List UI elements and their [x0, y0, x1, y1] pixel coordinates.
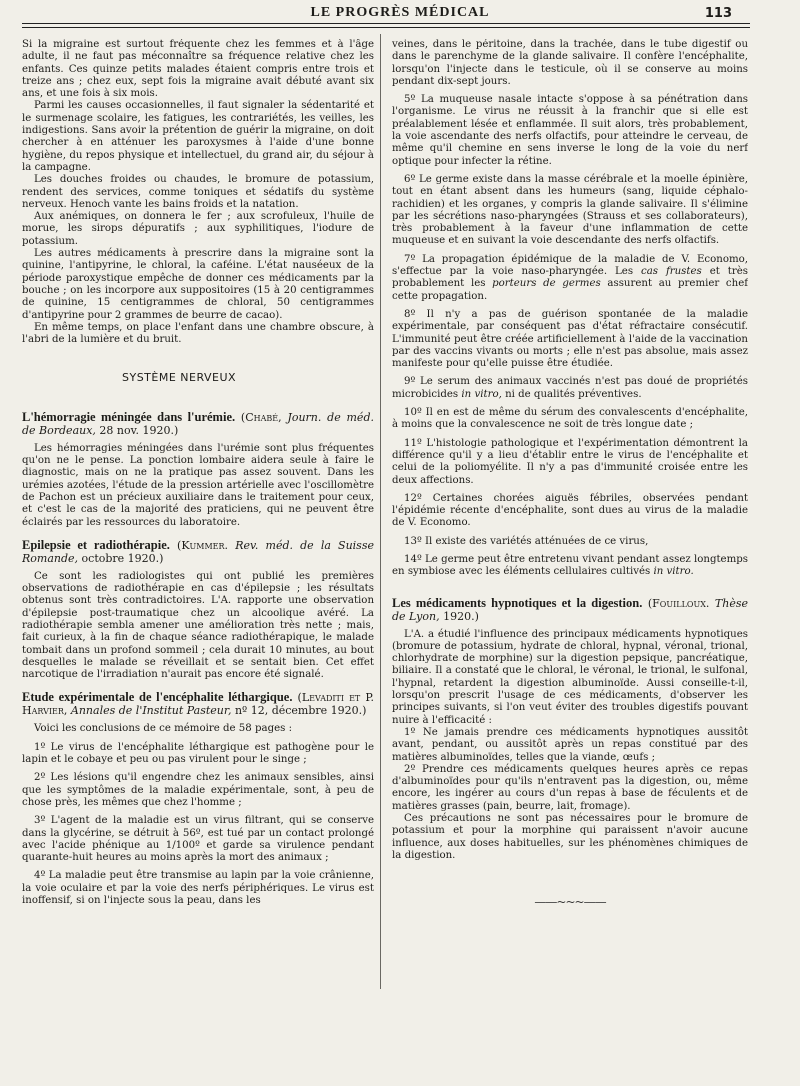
page-number: 113: [704, 6, 732, 21]
text-run: 9º Le serum des animaux vaccinés n'est pas doué de propriétés microbicides: [392, 376, 748, 400]
italic-run: cas frustes: [641, 266, 702, 278]
article-heading: L'hémorragie méningée dans l'urémie. (Chabé, Journ. de méd. de Bordeaux, 28 nov. 1920.): [22, 409, 374, 437]
column-divider: [380, 34, 381, 989]
conclusion-item: veines, dans le péritoine, dans la trachée, dans le tube digestif ou dans le parenchyme de la glande salivaire. Il confère l'encéphalite, lorsqu'on l'injecte dans le testicule, où il se conserve au moins pendant dix-sept jours.: [392, 39, 748, 87]
italic-run: in vitro.: [653, 566, 694, 578]
italic-run: in vitro,: [461, 388, 502, 400]
conclusion-item: [392, 376, 748, 401]
paragraph: Ce sont les radiologistes qui ont publié les premières observations de radiothérapie en cas d'épilepsie ; les résultats obtenus sont très contradictoires. L'A. rapporte une observation d'épilepsie post-traumatique chez un alcoolique avéré. La radiothérapie sembla amener une amélioration très nette ; mais, fait curieux, à la fin de chaque séance radiothérapique, le malade tombait dans un profond sommeil ; cela durait 10 minutes, au bout desquelles le malade se réveillait et se sentait bien. Cet effet narcotique de l'irradiation n'aurait pas encore été signalé.: [22, 570, 374, 681]
conclusion-item: 1º Le virus de l'encéphalite léthargique est pathogène pour le lapin et le cobaye et peu ou pas virulent pour le singe ;: [22, 741, 374, 766]
text-run: 7º La propagation épidémique de la maladie de V. Economo, s'effectue par la voie naso-pharyngée. Les: [392, 253, 748, 278]
article-source: Annales de l'Institut Pasteur,: [70, 704, 232, 718]
paragraph: Ces précautions ne sont pas nécessaires pour le bromure de potassium et pour la morphine qui paraissent n'avoir aucune influence, aux doses habituelles, sur les phénomènes chimiques de la digestion.: [392, 813, 748, 861]
conclusion-item: 11º L'histologie pathologique et l'expérimentation démontrent la différence qu'il y a lieu d'établir entre le virus de l'encéphalite et celui de la poliomyélite. Il n'y a pas d'immunité croisée entre les deux affections.: [392, 437, 748, 486]
journal-title: LE PROGRÈS MÉDICAL: [310, 5, 490, 20]
paragraph: Parmi les causes occasionnelles, il faut signaler la sédentarité et le surmenage scolaire, les fatigues, les contrariétés, les veilles, les indigestions. Sans avoir la prétention de guérir la migraine, on doit chercher à en atténuer les paroxysmes à l'aide d'une bonne hygiène, du repos physique et intellectuel, du grand air, du séjour à la campagne.: [22, 100, 374, 173]
header-rule: [22, 23, 750, 24]
conclusion-item: 2º Les lésions qu'il engendre chez les animaux sensibles, ainsi que les symptômes de la maladie expérimentale, sont, à peu de chose près, les mêmes que chez l'homme ;: [22, 772, 374, 808]
article-author: Chabé,: [245, 410, 282, 424]
conclusion-item: 6º Le germe existe dans la masse cérébrale et la moelle épinière, tout en étant absent dans les humeurs (sang, liquide céphalo-rachidien) et les organes, y compris la glande salivaire. Il s'élimine par les sécrétions naso-pharyngées (Strauss et ses collaborateurs), très probablement à la faveur d'une inflammation de cette muqueuse et en suivant la voie descendante des nerfs olfactifs.: [392, 173, 748, 247]
conclusion-item: [392, 554, 748, 579]
article-date: 1920.): [443, 609, 479, 623]
text-run: ni de qualités préventives.: [505, 388, 642, 400]
article-source: Thèse de Lyon,: [392, 596, 748, 623]
conclusion-item: 5º La muqueuse nasale intacte s'oppose à sa pénétration dans l'organisme. Le virus ne réussit à la franchir que si elle est préalablement lésée et enflammée. Il suit alors, très probablement, la voie ascendante des nerfs olfactifs, pour atteindre le cerveau, de même qu'il chemine en sens inverse le long de la voie du nerf optique pour infecter la rétine.: [392, 94, 748, 167]
text-run: assurent au premier chef cette propagation.: [392, 278, 748, 302]
paragraph: Les hémorragies méningées dans l'urémie sont plus fréquentes qu'on ne le pense. La ponction lombaire aidera seule à faire le diagnostic, mais on ne la pratique pas assez souvent. Dans les urémies azotées, l'étude de la pression artérielle avec l'oscillomètre de Pachon est un précieux auxiliaire dans le traitement pour ceux, et c'est le cas de la majorité des praticiens, qui ne peuvent être éclairés par les ressources du laboratoire.: [22, 442, 374, 528]
conclusion-item: 13º Il existe des variétés atténuées de ce virus,: [404, 535, 649, 547]
paragraph: Aux anémiques, on donnera le fer ; aux scrofuleux, l'huile de morue, les sirops dépuratifs ; aux syphilitiques, l'iodure de potassium.: [22, 211, 374, 247]
end-ornament: ——~~~——: [534, 895, 606, 910]
article-title: Les médicaments hypnotiques et la digestion.: [392, 595, 643, 610]
conclusion-item: 8º Il n'y a pas de guérison spontanée de la maladie expérimentale, par conséquent pas d'état réfractaire consécutif. L'immunité peut être créée artificiellement à l'aide de la vaccination par des vaccins vivants ou morts ; elle n'est pas absolue, mais assez manifeste pour qu'elle puisse être étudiée.: [392, 308, 748, 370]
paragraph: 2º Prendre ces médicaments quelques heures après ce repas d'albuminoïdes pour qu'ils n'entravent pas la digestion, ou, même encore, les ingérer au cours d'un repas à base de féculents et de matières grasses (pain, beurre, lait, fromage).: [392, 763, 748, 812]
section-title: SYSTÈME NERVEUX: [122, 371, 237, 385]
article-author: Fouilloux.: [652, 596, 710, 610]
article-date: octobre 1920.): [81, 551, 164, 565]
article-title: Etude expérimentale de l'encéphalite léthargique.: [22, 690, 293, 705]
paragraph: 1º Ne jamais prendre ces médicaments hypnotiques aussitôt avant, pendant, ou aussitôt après un repas constitué par des matières albuminoïdes, telles que la viande, œufs ;: [392, 726, 748, 763]
conclusion-item: 3º L'agent de la maladie est un virus filtrant, qui se conserve dans la glycérine, se détruit à 56º, est tué par un contact prolongé avec l'acide phénique au 1/100º et garde sa virulence pendant quarante-huit heures au moins après la mort des animaux ;: [22, 815, 374, 864]
paragraph: Les douches froides ou chaudes, le bromure de potassium, rendent des services, comme toniques et sédatifs du système nerveux. Henoch vante les bains froids et la natation.: [22, 174, 374, 210]
article-source: Journ. de méd. de Bordeaux,: [22, 410, 374, 437]
paragraph: Les autres médicaments à prescrire dans la migraine sont la quinine, l'antipyrine, le chloral, la caféine. L'état nauséeux de la période paroxystique empêche de donner ces médicaments par la bouche ; on les incorpore aux suppositoires (15 à 20 centigrammes de quinine, 15 centigrammes de chloral, 50 centigrammes d'antipyrine pour 2 grammes de beurre de cacao).: [22, 248, 374, 321]
paragraph: Si la migraine est surtout fréquente chez les femmes et à l'âge adulte, il ne faut pas méconnaître sa fréquence relative chez les enfants. Ces quinze petits malades étaient compris entre trois et treize ans ; chez eux, sept fois la migraine avait débuté avant six ans, et une fois à six mois.: [22, 39, 374, 100]
right-column: [392, 39, 748, 1079]
article-title: L'hémorragie méningée dans l'urémie.: [22, 409, 236, 424]
article-date: 28 nov. 1920.): [99, 423, 179, 437]
text-run: 14º Le germe peut être entretenu vivant pendant assez longtemps en symbiose avec les éléments cellulaires cultivés: [392, 553, 748, 578]
article-author: Kummer.: [181, 538, 229, 552]
article-heading: Etude expérimentale de l'encéphalite léthargique. (Levaditi et P. Harvier, Annales de l'Institut Pasteur, nº 12, décembre 1920.): [22, 690, 374, 718]
article-source: Rev. méd. de la Suisse Romande,: [22, 538, 374, 565]
article-title: Epilepsie et radiothérapie.: [22, 537, 170, 552]
header-rule-thin: [22, 27, 750, 28]
text-run: et très probablement les: [392, 266, 748, 290]
article-author: Levaditi et P. Harvier,: [22, 691, 374, 718]
conclusion-item: [392, 254, 748, 303]
article-heading: Epilepsie et radiothérapie. (Kummer. Rev. méd. de la Suisse Romande, octobre 1920.): [22, 537, 374, 565]
article-heading: Les médicaments hypnotiques et la digestion. (Fouilloux. Thèse de Lyon, 1920.): [392, 595, 748, 623]
paragraph: L'A. a étudié l'influence des principaux médicaments hypnotiques (bromure de potassium, hydrate de chloral, hypnal, véronal, trional, chlorhydrate de morphine) sur la digestion pepsique, pancréatique, biliaire. Il a constaté que le chloral, le véronal, le trional, le sulfonal, l'hypnal, retardent la digestion albuminoïde. Aussi conseille-t-il, lorsqu'on prescrit l'usage de ces médicaments, d'observer les principes suivants, si l'on veut éviter des troubles digestifs pouvant nuire à l'efficacité :: [392, 628, 748, 726]
conclusion-item: 12º Certaines chorées aiguës fébriles, observées pendant l'épidémie récente d'encéphalite, sont dues au virus de la maladie de V. Economo.: [392, 492, 748, 529]
paragraph: En même temps, on place l'enfant dans une chambre obscure, à l'abri de la lumière et du bruit.: [22, 321, 374, 346]
italic-run: porteurs de germes: [492, 278, 601, 290]
left-column: [22, 39, 374, 1079]
conclusion-item: 10º Il en est de même du sérum des convalescents d'encéphalite, à moins que la convalescence ne soit de très longue date ;: [392, 407, 748, 431]
conclusion-item: 4º La maladie peut être transmise au lapin par la voie crânienne, la voie oculaire et par la voie des nerfs périphériques. Le virus est inoffensif, si on l'injecte sous la peau, dans les: [22, 870, 374, 907]
paragraph: Voici les conclusions de ce mémoire de 58 pages :: [34, 723, 293, 735]
page-header: [0, 0, 800, 32]
article-date: nº 12, décembre 1920.): [234, 704, 367, 718]
